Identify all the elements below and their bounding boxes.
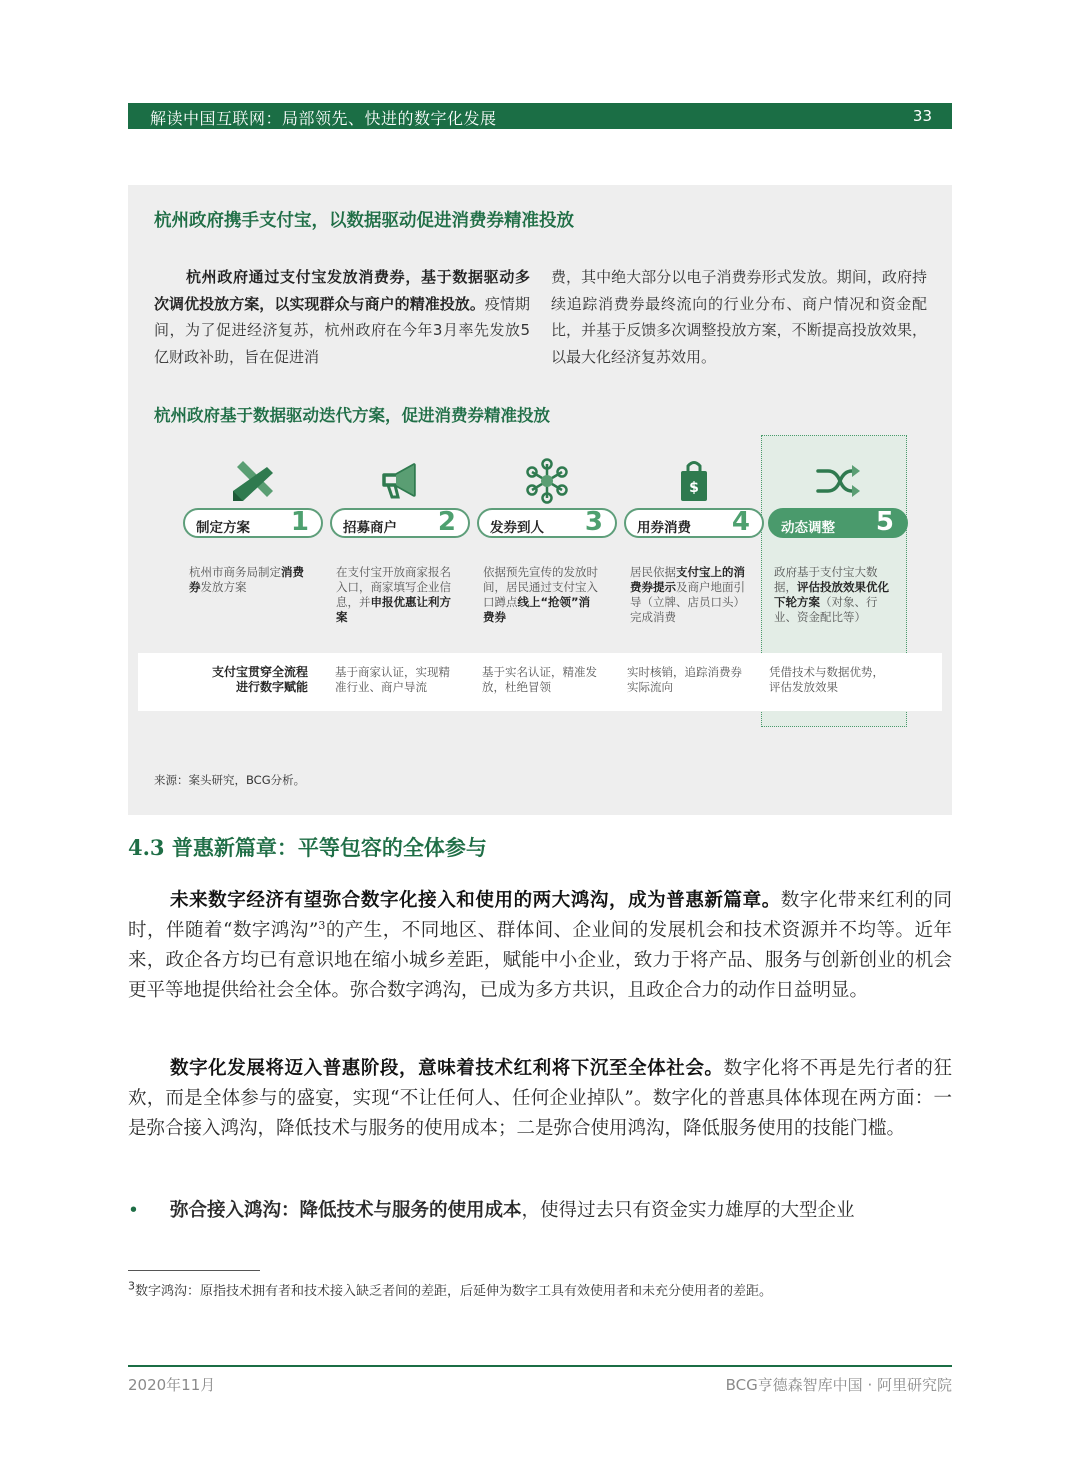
header-title: 解读中国互联网：局部领先、快进的数字化发展 (150, 109, 497, 128)
bullet-dot-icon: • (128, 1200, 139, 1221)
network-icon (523, 457, 571, 505)
p1-text-b: 的产生，不同地区、群体间、企业间的发展机会和技术资源并不均等。近年来，政企各方均已有意识地在缩小城乡差距，赋能中小企业，致力于将产品、服务与创新创业的机会更平等地提供给社会全体。弥合数字鸿沟，已成为多方共识，且政企合力的动作日益明显。 (128, 920, 952, 1001)
desc-part: 居民依据 (630, 565, 676, 579)
desc-bold: 申报优惠让利方案 (336, 595, 451, 624)
step-number: 1 (290, 507, 309, 537)
band-cell: 基于商家认证，实现精准行业、商户导流 (335, 665, 450, 694)
desc-bold: 线上“抢领”消费券 (483, 595, 591, 624)
bullet-text (170, 1196, 855, 1226)
step-description (630, 565, 748, 625)
step-3-pill (477, 508, 617, 538)
step-number: 3 (584, 507, 603, 537)
step-description (483, 565, 601, 625)
footnote-number: 3 (128, 1279, 135, 1293)
desc-part: 依据预先宣传的发放时间，居民通过支付宝入口蹲点 (483, 565, 598, 609)
step-5-pill (768, 508, 908, 538)
shuffle-icon (814, 457, 862, 505)
p2-bold: 数字化发展将迈入普惠阶段，意味着技术红利将下沉至全体社会。 (170, 1058, 724, 1079)
desc-part: 杭州市商务局制定 (189, 565, 281, 579)
footnote-ref[interactable]: 3 (318, 918, 326, 932)
step-description (189, 565, 307, 595)
desc-part: 政府基于支付宝大数据， (774, 565, 878, 594)
svg-text:$: $ (689, 480, 699, 496)
megaphone-icon (376, 457, 424, 505)
desc-part: 及商户地面引导（立牌、店员口头）完成消费 (630, 580, 745, 624)
page-number: 33 (912, 107, 932, 125)
desc-part: 发放方案 (200, 580, 247, 594)
step-1-pill (183, 508, 323, 538)
step-label: 用券消费 (637, 520, 691, 536)
alipay-enablement-band (138, 653, 942, 711)
p1-bold: 未来数字经济有望弥合数字化接入和使用的两大鸿沟，成为普惠新篇章。 (170, 890, 781, 911)
diagram-title: 杭州政府基于数据驱动迭代方案，促进消费券精准投放 (154, 406, 550, 425)
band-label-line: 支付宝贯穿全流程 (211, 665, 308, 679)
step-number: 2 (437, 507, 456, 537)
band-label-line: 进行数字赋能 (235, 680, 308, 694)
paragraph-2 (128, 1054, 952, 1144)
bullet-rest: ，使得过去只有资金实力雄厚的大型企业 (521, 1200, 855, 1221)
footer-date: 2020年11月 (128, 1376, 216, 1394)
desc-bold: 评估投放效果优化下轮方案 (774, 580, 889, 609)
step-description (774, 565, 892, 625)
case-study-box (128, 185, 952, 815)
band-cell: 实时核销，追踪消费券实际流向 (627, 665, 742, 694)
desc-bold: 消费券 (189, 565, 304, 594)
intro-left-bold: 杭州政府通过支付宝发放消费券，基于数据驱动多次调优投放方案，以实现群众与商户的精准投放。 (154, 268, 530, 313)
step-label: 动态调整 (781, 520, 835, 536)
bullet-bold: 弥合接入鸿沟：降低技术与服务的使用成本 (170, 1200, 522, 1221)
desc-part: （对象、行业、资金配比等） (774, 595, 878, 624)
band-label (138, 665, 308, 695)
step-number: 4 (731, 507, 750, 537)
footer-publisher: BCG亨德森智库中国 · 阿里研究院 (725, 1376, 952, 1394)
pencil-ruler-icon (229, 457, 277, 505)
shopping-bag-icon (670, 457, 718, 505)
desc-part: 在支付宝开放商家报名入口，商家填写企业信息，并 (336, 565, 451, 609)
section-title: 4.3 普惠新篇章：平等包容的全体参与 (128, 835, 487, 860)
intro-left (154, 264, 530, 370)
p1-text-a: 数字化带来红利的同时，伴随着“数字鸿沟” (128, 890, 952, 941)
intro-right: 费，其中绝大部分以电子消费券形式发放。期间，政府持续追踪消费券最终流向的行业分布、商户情况和资金配比，并基于反馈多次调整投放方案，不断提高投放效果，以最大化经济复苏效用。 (551, 268, 927, 366)
running-header (128, 103, 952, 129)
step-description (336, 565, 454, 625)
band-cell: 凭借技术与数据优势，评估发放效果 (769, 665, 884, 694)
step-number: 5 (875, 507, 894, 537)
p2-text: 数字化将不再是先行者的狂欢，而是全体参与的盛宴，实现“不让任何人、任何企业掉队”。数字化的普惠具体体现在两方面：一是弥合接入鸿沟，降低技术与服务的使用成本；二是弥合使用鸿沟，降低服务使用的技能门槛。 (128, 1058, 952, 1139)
band-cell: 基于实名认证，精准发放，杜绝冒领 (482, 665, 597, 694)
step-2-pill (330, 508, 470, 538)
desc-bold: 支付宝上的消费券提示 (630, 565, 745, 594)
footnote (128, 1280, 772, 1299)
step-4-pill (624, 508, 764, 538)
footnote-rule (128, 1270, 260, 1271)
step-label: 发券到人 (490, 520, 544, 536)
paragraph-1 (128, 886, 952, 1006)
intro-left-rest: 疫情期间，为了促进经济复苏，杭州政府在今年3月率先发放5亿财政补助，旨在促进消 (154, 294, 530, 366)
step-label: 制定方案 (196, 520, 250, 536)
step-label: 招募商户 (343, 520, 397, 536)
case-title: 杭州政府携手支付宝，以数据驱动促进消费券精准投放 (154, 211, 574, 231)
footnote-text: 数字鸿沟：原指技术拥有者和技术接入缺乏者间的差距，后延伸为数字工具有效使用者和未充分使用者的差距。 (135, 1284, 773, 1299)
footer-rule (128, 1365, 952, 1367)
source-note: 来源：案头研究，BCG分析。 (154, 773, 306, 787)
